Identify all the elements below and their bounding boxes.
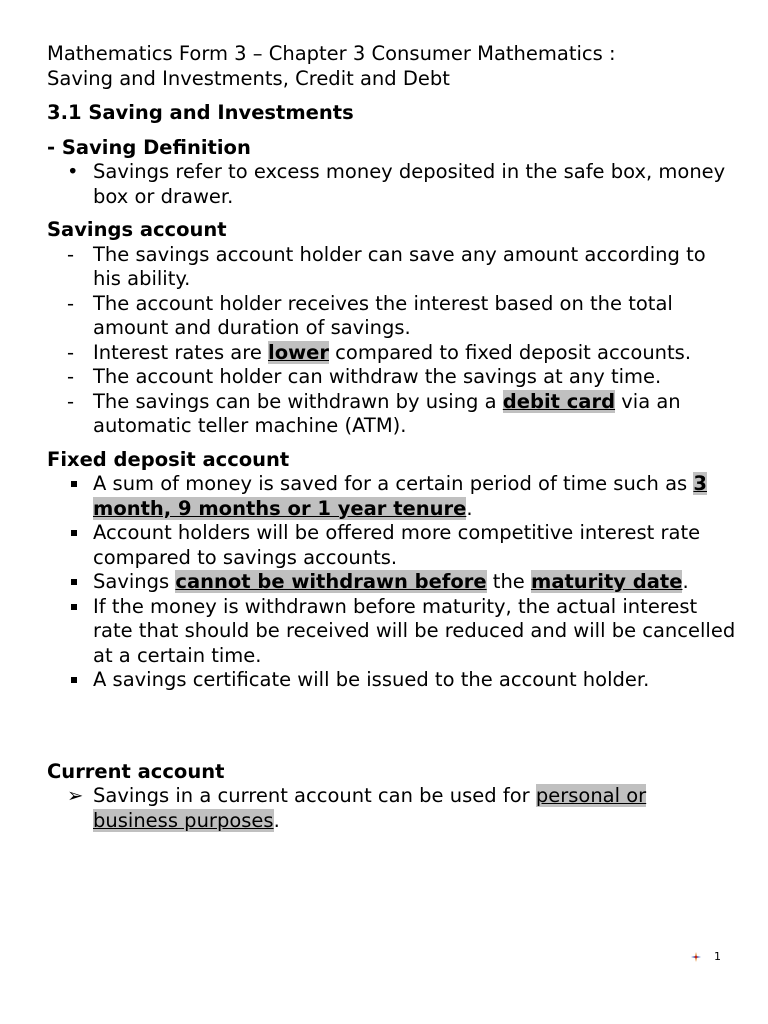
bullet-arrow-icon: ➢	[67, 784, 84, 807]
page-footer	[690, 949, 730, 965]
bullet-square-icon	[67, 521, 87, 546]
footer-logo-icon	[690, 951, 702, 963]
list-item	[47, 570, 737, 595]
highlight-personal-business: personal or business purposes	[93, 784, 647, 832]
bullet-square-icon	[67, 668, 87, 693]
list-item-text: The account holder can withdraw the savings at any time.	[93, 365, 662, 388]
fixed-deposit-list	[47, 472, 737, 693]
savings-account-list	[47, 243, 737, 439]
page-number: 1	[714, 950, 721, 963]
list-item-text-post: .	[273, 808, 280, 832]
title-line-1: Mathematics Form 3 – Chapter 3 Consumer Mathematics :	[47, 42, 616, 65]
list-item-text: The savings account holder can save any amount according to his ability.	[93, 242, 706, 290]
list-item-text-post: via an automatic teller machine (ATM).	[93, 389, 681, 437]
list-item	[47, 390, 737, 439]
bullet-dash-icon: -	[67, 242, 75, 266]
bullet-dash-icon: -	[67, 365, 75, 388]
bullet-dash-icon: -	[67, 291, 75, 315]
fixed-deposit-heading: Fixed deposit account	[47, 447, 290, 471]
highlight-cannot-withdraw: cannot be withdrawn before	[175, 570, 487, 593]
list-item-text: Account holders will be offered more competitive interest rate compared to savings accounts.	[93, 521, 701, 569]
list-item	[47, 668, 737, 693]
list-item-text: A savings certificate will be issued to the account holder.	[93, 668, 650, 691]
bullet-square-icon	[67, 472, 87, 497]
list-item-text-post: .	[466, 496, 473, 520]
document-title	[47, 42, 737, 91]
title-line-2: Saving and Investments, Credit and Debt	[47, 66, 450, 90]
list-item-text-post: .	[682, 570, 689, 593]
list-item	[47, 784, 737, 833]
bullet-square-icon	[67, 595, 87, 620]
list-item-text-mid: the	[486, 570, 531, 593]
list-item	[47, 341, 737, 366]
bullet-square-icon	[67, 570, 87, 595]
list-item	[47, 472, 737, 521]
current-account-list	[47, 784, 737, 833]
bullet-dot-icon: •	[67, 160, 79, 183]
list-item-text: If the money is withdrawn before maturity, the actual interest rate that should be received will be reduced and will be cancelled at a certain time.	[93, 594, 736, 667]
list-item	[47, 595, 737, 669]
definition-list	[47, 160, 737, 209]
current-account-heading: Current account	[47, 759, 225, 783]
bullet-dash-icon: -	[67, 389, 75, 413]
list-item-text-pre: Savings	[93, 570, 176, 593]
list-item	[47, 243, 737, 292]
highlight-maturity-date: maturity date	[531, 570, 683, 593]
list-item	[47, 365, 737, 390]
document-content	[47, 42, 737, 833]
list-item-text-pre: A sum of money is saved for a certain period of time such as	[93, 472, 694, 495]
section-heading: 3.1 Saving and Investments	[47, 101, 354, 124]
list-item-text-pre: The savings can be withdrawn by using a	[93, 389, 503, 413]
list-item-text-pre: Interest rates are	[93, 340, 269, 364]
highlight-debit-card: debit card	[502, 389, 616, 413]
definition-heading: - Saving Definition	[47, 135, 251, 159]
highlight-tenure: 3 month, 9 months or 1 year tenure	[93, 472, 707, 520]
list-item-text-pre: Savings in a current account can be used for	[93, 784, 536, 807]
highlight-lower: lower	[268, 340, 329, 364]
list-item	[47, 521, 737, 570]
list-item-text: The account holder receives the interest based on the total amount and duration of savings.	[93, 291, 673, 339]
list-item	[47, 160, 737, 209]
list-item	[47, 292, 737, 341]
savings-account-heading: Savings account	[47, 218, 227, 241]
bullet-dash-icon: -	[67, 340, 75, 364]
list-item-text-post: compared to fixed deposit accounts.	[328, 340, 692, 364]
definition-text: Savings refer to excess money deposited in the safe box, money box or drawer.	[93, 160, 726, 208]
